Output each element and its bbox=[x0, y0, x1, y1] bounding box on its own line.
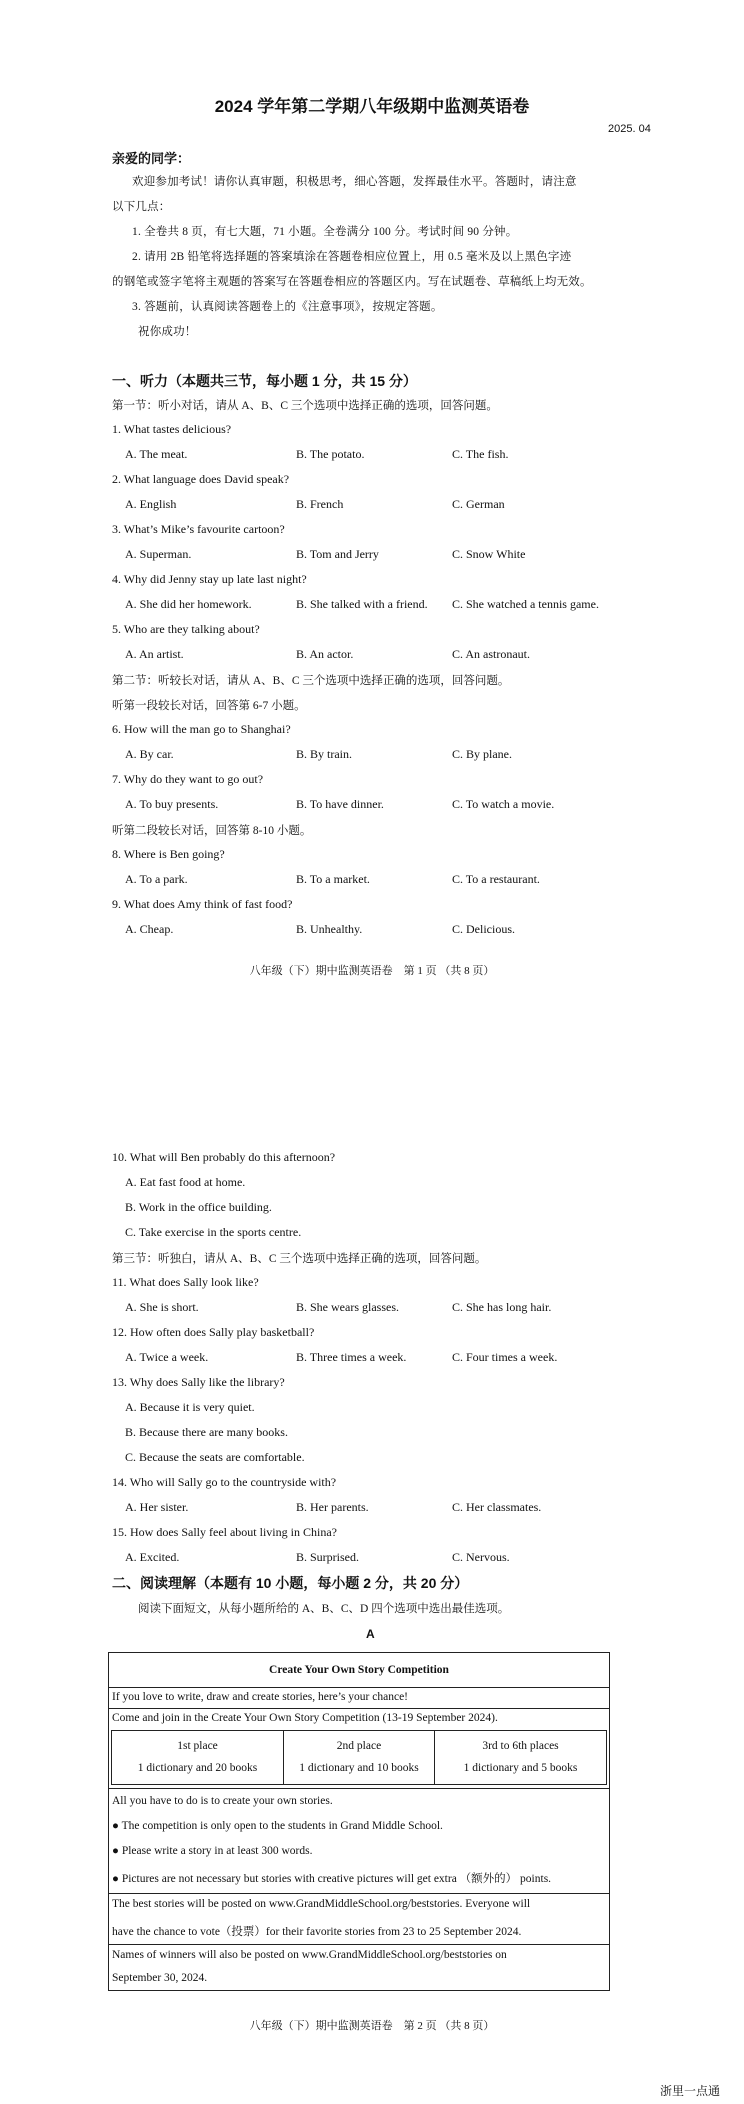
notice-title: Create Your Own Story Competition bbox=[269, 1664, 449, 1676]
option-b: B. She wears glasses. bbox=[296, 1300, 399, 1314]
listening-heading: 一、听力（本题共三节，每小题 1 分，共 15 分） bbox=[112, 373, 417, 389]
option-c: C. Her classmates. bbox=[452, 1500, 542, 1514]
intro-line: 的钢笔或签字笔将主观题的答案写在答题卷相应的答题区内。写在试题卷、草稿纸上均无效。 bbox=[112, 276, 592, 288]
notice-line: If you love to write, draw and create stories, here’s your chance! bbox=[112, 1691, 409, 1703]
page-title: 2024 学年第二学期八年级期中监测英语卷 bbox=[214, 97, 530, 116]
option-b: B. Work in the office building. bbox=[125, 1200, 272, 1214]
option-b: B. Surprised. bbox=[296, 1550, 359, 1564]
option-a: A. She is short. bbox=[125, 1300, 199, 1314]
option-b: B. French bbox=[296, 497, 344, 511]
option-a: A. Excited. bbox=[125, 1550, 180, 1564]
option-a: A. Superman. bbox=[125, 547, 192, 561]
divider bbox=[109, 1893, 609, 1894]
rule-line: ● The competition is only open to the students in Grand Middle School. bbox=[112, 1820, 443, 1832]
prize-cell bbox=[435, 1731, 606, 1784]
prize-reward: 1 dictionary and 5 books bbox=[463, 1762, 578, 1774]
option-c: C. Take exercise in the sports centre. bbox=[125, 1225, 302, 1239]
reading-heading: 二、阅读理解（本题有 10 小题，每小题 2 分，共 20 分） bbox=[112, 1575, 469, 1591]
question: 10. What will Ben probably do this afternoon? bbox=[112, 1150, 336, 1164]
greeting: 亲爱的同学： bbox=[112, 151, 191, 166]
reading-instruction: 阅读下面短文，从每小题所给的 A、B、C、D 四个选项中选出最佳选项。 bbox=[138, 1603, 510, 1615]
intro-line: 2. 请用 2B 铅笔将选择题的答案填涂在答题卷相应位置上，用 0.5 毫米及以上黑色字迹 bbox=[132, 251, 572, 263]
option-c: C. Snow White bbox=[452, 547, 526, 561]
winners-line: September 30, 2024. bbox=[112, 1972, 208, 1984]
page-footer: 八年级（下）期中监测英语卷 第 1 页 （共 8 页） bbox=[249, 965, 495, 977]
posting-line: have the chance to vote（投票）for their favorite stories from 23 to 25 September 2024. bbox=[112, 1926, 522, 1938]
question: 15. How does Sally feel about living in China? bbox=[112, 1525, 337, 1539]
option-a: A. Her sister. bbox=[125, 1500, 189, 1514]
prize-reward: 1 dictionary and 10 books bbox=[299, 1762, 419, 1774]
question: 13. Why does Sally like the library? bbox=[112, 1375, 285, 1389]
part2-instruction: 第二节：听较长对话，请从 A、B、C 三个选项中选择正确的选项，回答问题。 bbox=[112, 675, 510, 687]
option-c: C. She watched a tennis game. bbox=[452, 597, 599, 611]
question: 11. What does Sally look like? bbox=[112, 1275, 259, 1289]
prize-reward: 1 dictionary and 20 books bbox=[137, 1762, 258, 1774]
dialog2-note: 听第二段较长对话，回答第 8-10 小题。 bbox=[112, 825, 312, 837]
option-c: C. Delicious. bbox=[452, 922, 515, 936]
option-a: A. Cheap. bbox=[125, 922, 174, 936]
brand-watermark: 浙里一点通 bbox=[660, 2084, 721, 2098]
posting-line: The best stories will be posted on www.GrandMiddleSchool.org/beststories. Everyone will bbox=[112, 1898, 531, 1910]
rule-line: ● Pictures are not necessary but stories with creative pictures will get extra （额外的） points. bbox=[112, 1873, 552, 1885]
rule-line: ● Please write a story in at least 300 words. bbox=[112, 1845, 313, 1857]
option-c: C. To watch a movie. bbox=[452, 797, 555, 811]
question: 1. What tastes delicious? bbox=[112, 422, 232, 436]
option-a: A. To a park. bbox=[125, 872, 188, 886]
option-a: A. The meat. bbox=[125, 447, 188, 461]
intro-line: 祝你成功！ bbox=[138, 326, 197, 338]
passage-label: A bbox=[366, 1627, 375, 1641]
prize-cell bbox=[112, 1731, 283, 1784]
question: 6. How will the man go to Shanghai? bbox=[112, 722, 291, 736]
option-c: C. Because the seats are comfortable. bbox=[125, 1450, 305, 1464]
option-a: A. Because it is very quiet. bbox=[125, 1400, 255, 1414]
intro-line: 3. 答题前，认真阅读答题卷上的《注意事项》，按规定答题。 bbox=[132, 301, 443, 313]
question: 8. Where is Ben going? bbox=[112, 847, 225, 861]
rule-line: All you have to do is to create your own stories. bbox=[112, 1795, 333, 1807]
option-c: C. German bbox=[452, 497, 505, 511]
option-c: C. She has long hair. bbox=[452, 1300, 552, 1314]
option-b: B. By train. bbox=[296, 747, 352, 761]
divider bbox=[109, 1944, 609, 1945]
divider bbox=[109, 1687, 609, 1688]
option-b: B. The potato. bbox=[296, 447, 365, 461]
exam-date: 2025. 04 bbox=[608, 123, 651, 135]
option-b: B. Because there are many books. bbox=[125, 1425, 288, 1439]
option-a: A. English bbox=[125, 497, 177, 511]
option-b: B. An actor. bbox=[296, 647, 354, 661]
question: 5. Who are they talking about? bbox=[112, 622, 260, 636]
notice-line: Come and join in the Create Your Own Story Competition (13-19 September 2024). bbox=[112, 1712, 498, 1724]
option-c: C. The fish. bbox=[452, 447, 509, 461]
option-c: C. An astronaut. bbox=[452, 647, 530, 661]
prize-place: 3rd to 6th places bbox=[482, 1740, 559, 1752]
option-c: C. Nervous. bbox=[452, 1550, 510, 1564]
question: 9. What does Amy think of fast food? bbox=[112, 897, 293, 911]
dialog1-note: 听第一段较长对话，回答第 6-7 小题。 bbox=[112, 700, 306, 712]
question: 7. Why do they want to go out? bbox=[112, 772, 264, 786]
intro-line: 1. 全卷共 8 页，有七大题，71 小题。全卷满分 100 分。考试时间 90 分钟。 bbox=[132, 226, 518, 238]
question: 14. Who will Sally go to the countryside with? bbox=[112, 1475, 337, 1489]
competition-notice bbox=[108, 1652, 610, 1991]
option-b: B. Tom and Jerry bbox=[296, 547, 379, 561]
question: 2. What language does David speak? bbox=[112, 472, 290, 486]
part1-instruction: 第一节：听小对话，请从 A、B、C 三个选项中选择正确的选项，回答问题。 bbox=[112, 400, 498, 412]
option-c: C. By plane. bbox=[452, 747, 512, 761]
option-c: C. Four times a week. bbox=[452, 1350, 558, 1364]
question: 12. How often does Sally play basketball? bbox=[112, 1325, 315, 1339]
option-a: A. By car. bbox=[125, 747, 174, 761]
option-a: A. She did her homework. bbox=[125, 597, 252, 611]
prize-cell bbox=[284, 1731, 434, 1784]
part3-instruction: 第三节：听独白，请从 A、B、C 三个选项中选择正确的选项，回答问题。 bbox=[112, 1253, 487, 1265]
option-a: A. Eat fast food at home. bbox=[125, 1175, 246, 1189]
option-b: B. To a market. bbox=[296, 872, 370, 886]
winners-line: Names of winners will also be posted on www.GrandMiddleSchool.org/beststories on bbox=[112, 1949, 507, 1961]
option-b: B. She talked with a friend. bbox=[296, 597, 428, 611]
intro-line: 欢迎参加考试！请你认真审题，积极思考，细心答题，发挥最佳水平。答题时，请注意 bbox=[132, 176, 577, 188]
option-b: B. Her parents. bbox=[296, 1500, 369, 1514]
option-b: B. Unhealthy. bbox=[296, 922, 363, 936]
intro-line: 以下几点： bbox=[112, 201, 171, 213]
prize-place: 2nd place bbox=[336, 1740, 382, 1752]
option-b: B. To have dinner. bbox=[296, 797, 384, 811]
option-a: A. Twice a week. bbox=[125, 1350, 209, 1364]
option-c: C. To a restaurant. bbox=[452, 872, 540, 886]
prize-place: 1st place bbox=[177, 1740, 218, 1752]
option-a: A. An artist. bbox=[125, 647, 184, 661]
question: 3. What’s Mike’s favourite cartoon? bbox=[112, 522, 285, 536]
question: 4. Why did Jenny stay up late last night? bbox=[112, 572, 307, 586]
divider bbox=[109, 1788, 609, 1789]
option-b: B. Three times a week. bbox=[296, 1350, 407, 1364]
prize-table bbox=[111, 1730, 607, 1785]
option-a: A. To buy presents. bbox=[125, 797, 219, 811]
divider bbox=[109, 1708, 609, 1709]
page-footer: 八年级（下）期中监测英语卷 第 2 页 （共 8 页） bbox=[249, 2020, 495, 2032]
